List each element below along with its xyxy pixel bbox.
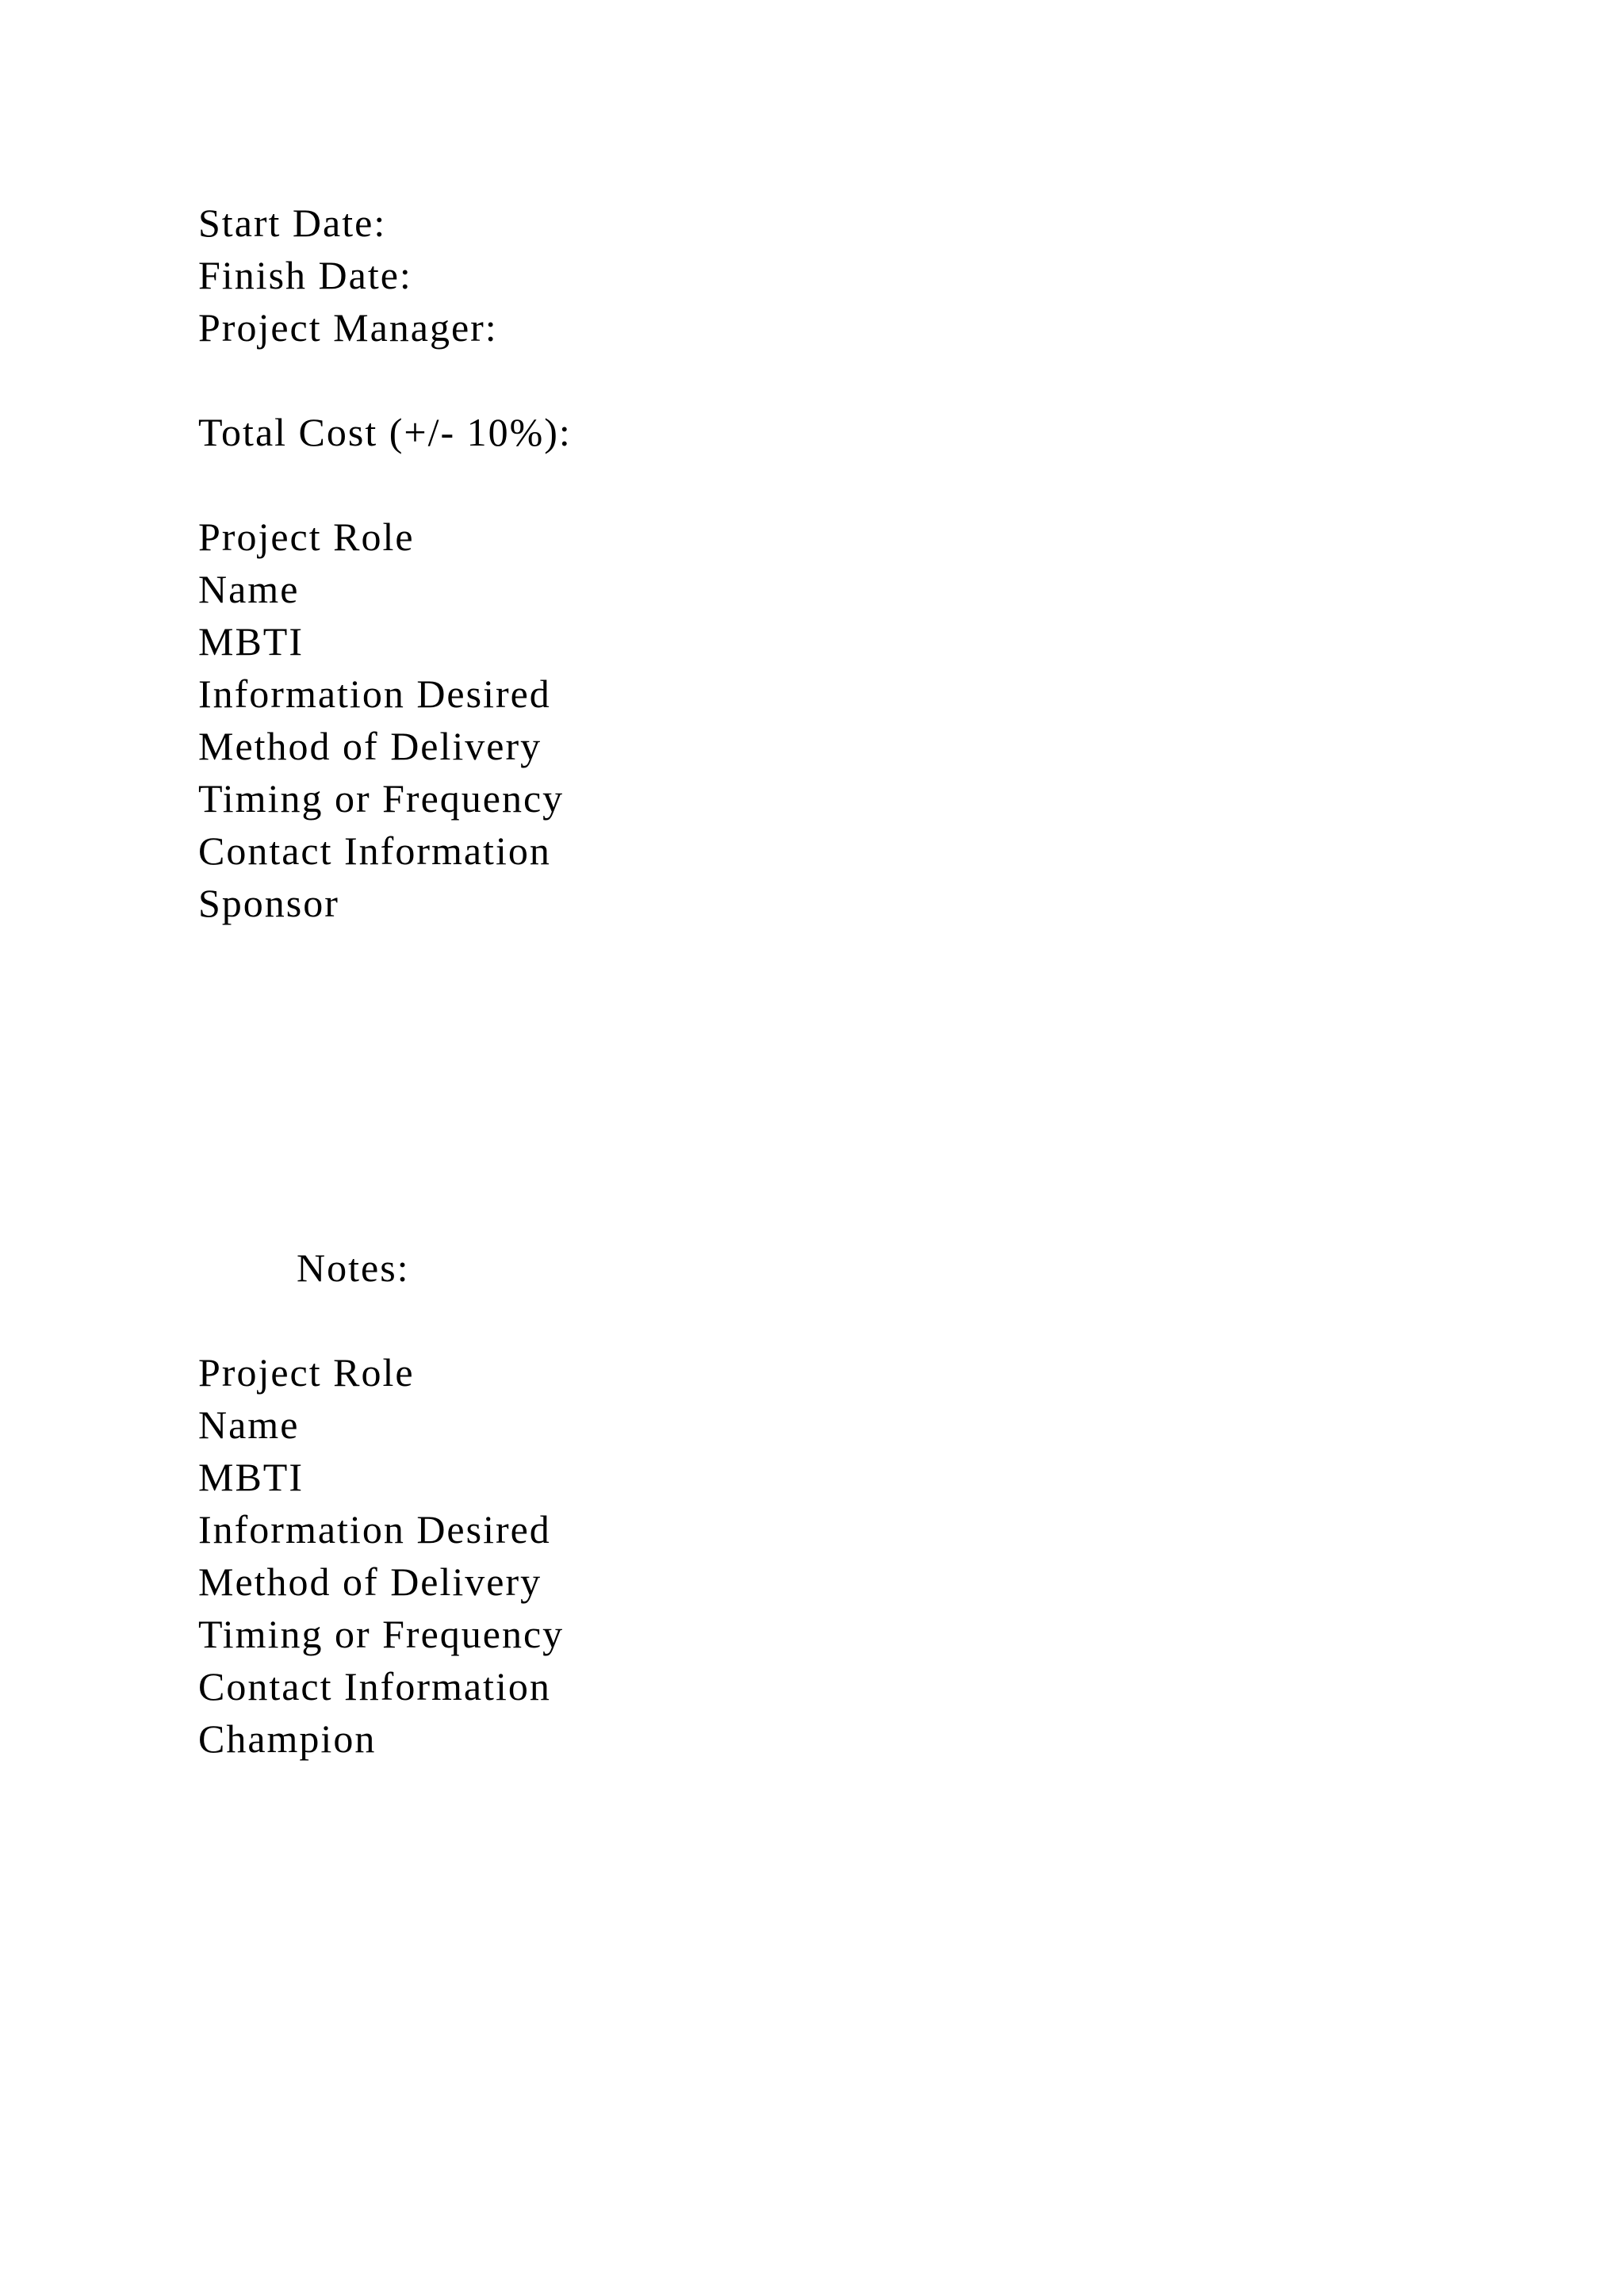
section1-role-value: Sponsor bbox=[198, 881, 339, 925]
section2-mbti: MBTI bbox=[198, 1455, 304, 1499]
section1-timing-or-frequency: Timing or Frequency bbox=[198, 776, 565, 821]
section2-information-desired: Information Desired bbox=[198, 1507, 551, 1552]
section1-contact-information: Contact Information bbox=[198, 828, 551, 873]
section2-role-value: Champion bbox=[198, 1716, 377, 1761]
section2-timing-or-frequency: Timing or Frequency bbox=[198, 1612, 565, 1656]
notes-label: Notes: bbox=[297, 1246, 410, 1290]
section1-method-of-delivery: Method of Delivery bbox=[198, 724, 542, 768]
finish-date-label: Finish Date: bbox=[198, 253, 412, 297]
section2-project-role: Project Role bbox=[198, 1350, 415, 1395]
section1-name: Name bbox=[198, 567, 300, 611]
start-date-label: Start Date: bbox=[198, 201, 387, 245]
section2-contact-information: Contact Information bbox=[198, 1664, 551, 1709]
section1-mbti: MBTI bbox=[198, 619, 304, 664]
total-cost-label: Total Cost (+/- 10%): bbox=[198, 410, 572, 454]
project-manager-label: Project Manager: bbox=[198, 305, 498, 350]
section1-project-role: Project Role bbox=[198, 515, 415, 559]
section1-information-desired: Information Desired bbox=[198, 672, 551, 716]
section2-method-of-delivery: Method of Delivery bbox=[198, 1559, 542, 1604]
section2-name: Name bbox=[198, 1402, 300, 1447]
